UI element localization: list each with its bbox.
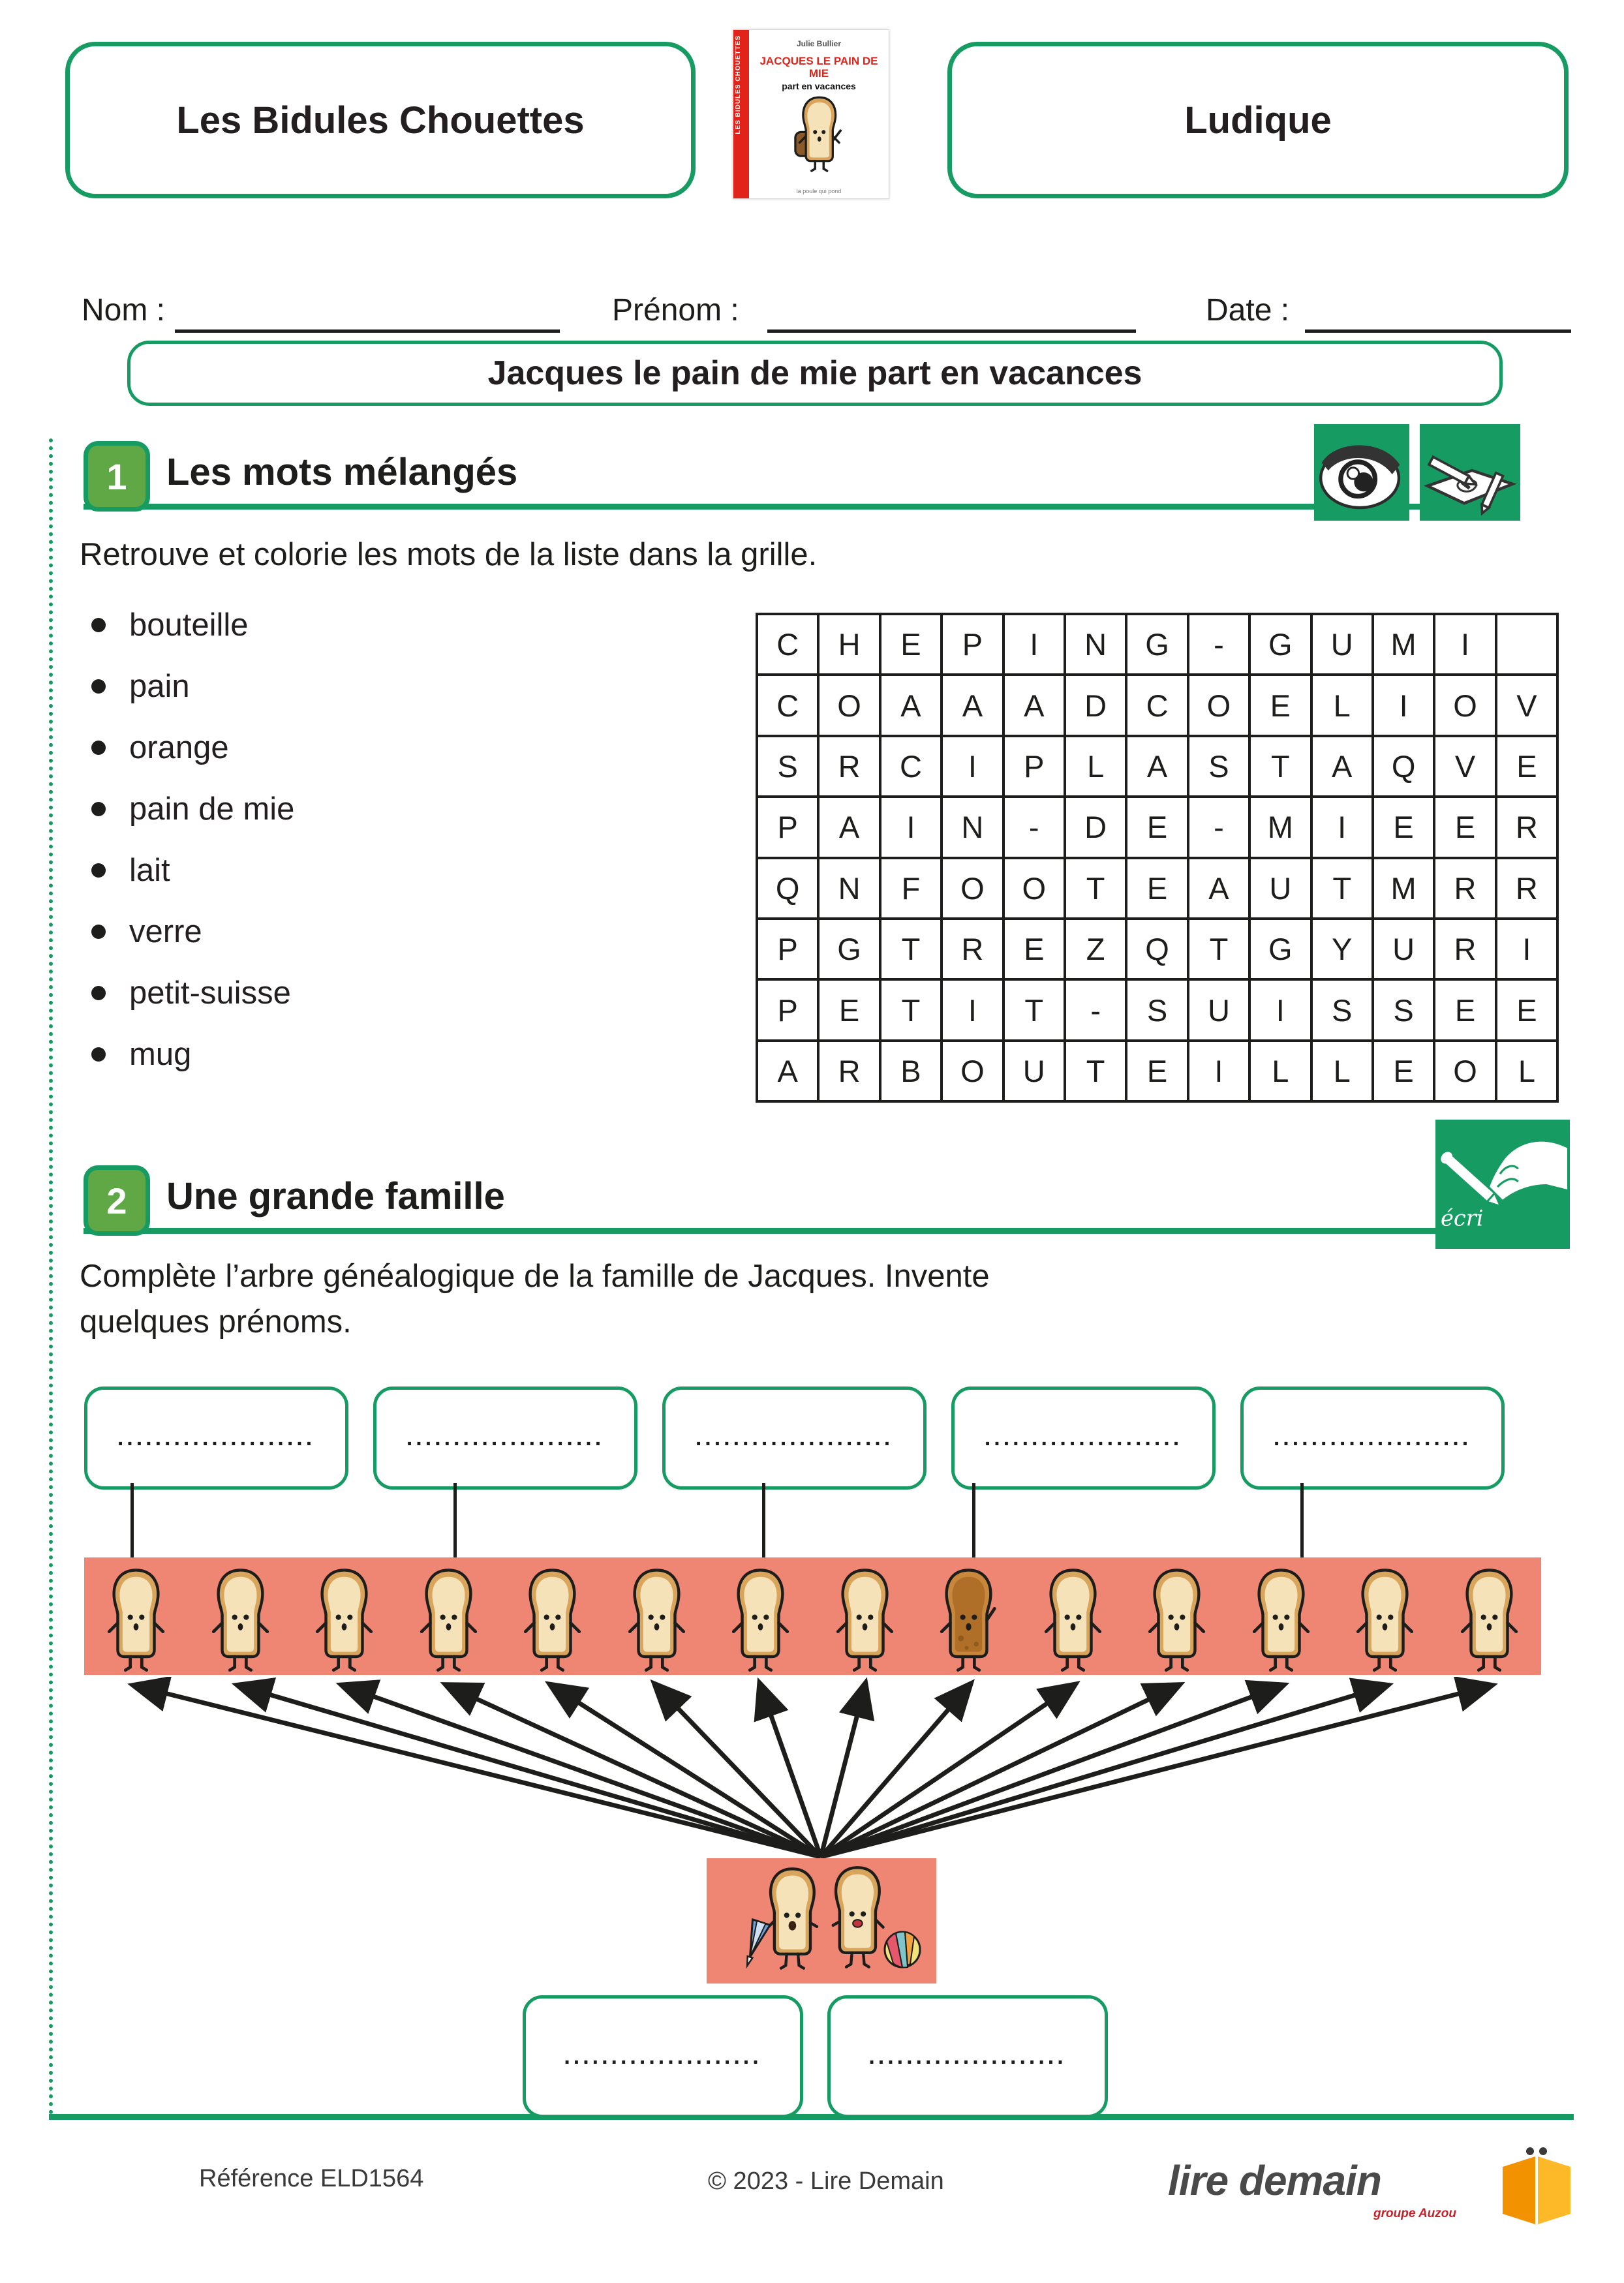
grid-cell: R <box>1434 919 1495 979</box>
grid-cell: V <box>1434 736 1495 797</box>
section2-rule <box>84 1228 1570 1234</box>
bullet-icon <box>91 741 106 755</box>
word-list-item <box>91 1036 294 1073</box>
grid-cell: U <box>1188 979 1249 1040</box>
bread-child-character <box>313 1567 375 1675</box>
grid-cell: E <box>1373 797 1434 857</box>
grid-cell: T <box>1249 736 1311 797</box>
family-name-box <box>1240 1387 1505 1490</box>
grid-cell: E <box>1496 979 1557 1040</box>
grid-cell: U <box>1004 1041 1065 1101</box>
grid-cell: I <box>1249 979 1311 1040</box>
grid-cell: O <box>1188 675 1249 735</box>
grid-cell: L <box>1249 1041 1311 1101</box>
grid-cell: R <box>818 736 880 797</box>
reference-label: Référence ELD1564 <box>199 2165 424 2192</box>
grid-cell: - <box>1188 797 1249 857</box>
grid-cell: G <box>1126 614 1187 675</box>
bread-child-character <box>105 1567 167 1675</box>
grid-cell: P <box>757 919 818 979</box>
date-label: Date : <box>1206 293 1290 328</box>
grid-cell: I <box>1311 797 1373 857</box>
parent-name-box <box>523 1995 803 2118</box>
family-name-box <box>373 1387 637 1490</box>
tree-connector-line <box>453 1483 457 1557</box>
grid-cell: M <box>1373 614 1434 675</box>
tree-connector-line <box>1300 1483 1304 1557</box>
word-label: bouteille <box>129 607 249 643</box>
word-label: pain de mie <box>129 791 295 827</box>
left-margin-dotted-line <box>49 438 53 2115</box>
grid-cell: O <box>1004 858 1065 919</box>
grid-cell: G <box>1249 919 1311 979</box>
bread-child-character <box>521 1567 583 1675</box>
grid-cell: E <box>1126 797 1187 857</box>
draw-icon-box <box>1420 424 1520 521</box>
grid-cell: L <box>1065 736 1126 797</box>
grid-cell: S <box>1311 979 1373 1040</box>
dotted-write-line: ..................... <box>695 1426 894 1450</box>
family-tree-arrow <box>821 1686 1489 1857</box>
bread-child-character <box>1354 1567 1416 1675</box>
section1-number: 1 <box>106 455 127 497</box>
grid-cell: U <box>1311 614 1373 675</box>
grid-cell: - <box>1004 797 1065 857</box>
grid-cell: A <box>1311 736 1373 797</box>
grid-cell: N <box>942 797 1003 857</box>
bread-child-character <box>418 1567 480 1675</box>
publisher-logo-text: lire demain <box>1168 2157 1381 2204</box>
grid-cell: O <box>942 1041 1003 1101</box>
parents-box <box>707 1858 936 1984</box>
grid-cell: O <box>942 858 1003 919</box>
beach-bag-icon <box>885 1932 920 1968</box>
grid-cell: S <box>1126 979 1187 1040</box>
grid-cell: O <box>1434 1041 1495 1101</box>
grid-cell: I <box>942 979 1003 1040</box>
grid-cell: I <box>880 797 942 857</box>
grid-cell: S <box>1373 979 1434 1040</box>
prenom-line <box>767 329 1136 333</box>
umbrella-icon <box>739 1920 770 1969</box>
grid-cell: R <box>818 1041 880 1101</box>
section1-rule <box>84 504 1520 510</box>
grid-cell: P <box>757 797 818 857</box>
ecri-label-glyph: écri <box>1440 1205 1484 1231</box>
grid-cell: Q <box>1126 919 1187 979</box>
word-list-item <box>91 852 294 889</box>
grid-cell: E <box>1249 675 1311 735</box>
grid-cell: A <box>1188 858 1249 919</box>
grid-cell: O <box>818 675 880 735</box>
section2-instruction-line2: quelques prénoms. <box>80 1304 352 1340</box>
dotted-write-line: ..................... <box>1273 1426 1472 1450</box>
header-right-box <box>947 42 1569 198</box>
family-tree-arrow <box>821 1686 1385 1857</box>
word-label: mug <box>129 1037 192 1072</box>
grid-cell: E <box>1373 1041 1434 1101</box>
series-title: Les Bidules Chouettes <box>176 99 585 142</box>
word-list-item <box>91 975 294 1011</box>
book-author: Julie Bullier <box>796 39 842 48</box>
grid-cell: A <box>1126 736 1187 797</box>
bread-child-character <box>209 1567 271 1675</box>
write-icon-box <box>1435 1120 1570 1249</box>
bread-child-character <box>729 1567 791 1675</box>
grid-cell: L <box>1496 1041 1557 1101</box>
grid-cell: T <box>1311 858 1373 919</box>
section2-number-badge <box>84 1165 150 1236</box>
bread-child-character <box>1146 1567 1208 1675</box>
grid-cell: I <box>1434 614 1495 675</box>
family-tree-arrow <box>345 1686 821 1857</box>
grid-cell: T <box>880 919 942 979</box>
grid-cell: H <box>818 614 880 675</box>
word-label: verre <box>129 914 202 949</box>
book-spine-text: LES BIDULES CHOUETTES <box>735 35 742 134</box>
prenom-label: Prénom : <box>612 293 739 328</box>
grid-cell: E <box>1496 736 1557 797</box>
dotted-write-line: ..................... <box>117 1426 316 1450</box>
bread-parents-illustration <box>707 1858 936 1984</box>
observe-icon-box <box>1314 424 1409 521</box>
grid-cell: R <box>1496 797 1557 857</box>
bullet-icon <box>91 618 106 632</box>
grid-cell: D <box>1065 675 1126 735</box>
family-tree-arrow <box>821 1686 1177 1857</box>
bread-child-character <box>1250 1567 1312 1675</box>
worksheet-title-box <box>127 341 1503 406</box>
book-cover-bread-illustration <box>779 95 864 180</box>
dotted-write-line: ..................... <box>984 1426 1183 1450</box>
grid-cell: M <box>1249 797 1311 857</box>
writing-hand-icon <box>1435 1120 1570 1249</box>
grid-cell: I <box>942 736 1003 797</box>
grid-cell: T <box>1004 979 1065 1040</box>
grid-cell: V <box>1496 675 1557 735</box>
grid-cell: P <box>1004 736 1065 797</box>
grid-cell: N <box>818 858 880 919</box>
grid-cell: M <box>1373 858 1434 919</box>
grid-cell: E <box>1126 1041 1187 1101</box>
word-list-item <box>91 729 294 766</box>
grid-cell: A <box>880 675 942 735</box>
nom-label: Nom : <box>82 293 166 328</box>
grid-cell: G <box>1249 614 1311 675</box>
grid-cell: N <box>1065 614 1126 675</box>
grid-cell: U <box>1373 919 1434 979</box>
grid-cell: B <box>880 1041 942 1101</box>
grid-cell: D <box>1065 797 1126 857</box>
book-title: JACQUES LE PAIN DE MIE <box>759 55 878 80</box>
bullet-icon <box>91 863 106 878</box>
section2-instruction-line1: Complète l’arbre généalogique de la famille de Jacques. Invente <box>80 1259 990 1294</box>
grid-cell: E <box>880 614 942 675</box>
grid-cell: R <box>1496 858 1557 919</box>
word-label: petit-suisse <box>129 975 291 1011</box>
bread-child-character <box>1042 1567 1104 1675</box>
grid-cell: I <box>1188 1041 1249 1101</box>
bread-child-character <box>626 1567 688 1675</box>
grid-cell: A <box>757 1041 818 1101</box>
grid-cell: T <box>1065 858 1126 919</box>
grid-cell: U <box>1249 858 1311 919</box>
grid-cell <box>1496 614 1557 675</box>
bullet-icon <box>91 802 106 816</box>
category-label: Ludique <box>1184 99 1332 142</box>
family-name-box <box>662 1387 927 1490</box>
grid-cell: S <box>757 736 818 797</box>
family-name-box <box>84 1387 348 1490</box>
grid-cell: C <box>880 736 942 797</box>
grid-cell: E <box>1004 919 1065 979</box>
family-tree-arrow <box>136 1686 821 1857</box>
grid-cell: O <box>1434 675 1495 735</box>
grid-cell: Z <box>1065 919 1126 979</box>
book-publisher: la poule qui pond <box>796 188 842 194</box>
grid-cell: F <box>880 858 942 919</box>
copyright-label: © 2023 - Lire Demain <box>708 2168 944 2195</box>
family-tree-arrow <box>240 1686 821 1857</box>
date-line <box>1305 329 1571 333</box>
arrows-svg <box>84 1677 1541 1861</box>
dotted-write-line: ..................... <box>406 1426 605 1450</box>
word-label: lait <box>129 853 170 888</box>
grid-cell: I <box>1496 919 1557 979</box>
grid-cell: R <box>942 919 1003 979</box>
grid-cell: P <box>757 979 818 1040</box>
family-tree-arrow <box>448 1686 821 1857</box>
grid-cell: Y <box>1311 919 1373 979</box>
tree-connector-line <box>972 1483 975 1557</box>
grid-cell: S <box>1188 736 1249 797</box>
grid-cell: E <box>1434 979 1495 1040</box>
grid-cell: L <box>1311 675 1373 735</box>
bullet-icon <box>91 679 106 694</box>
word-search-grid <box>756 613 1559 1103</box>
grid-cell: A <box>818 797 880 857</box>
publisher-logo-subtext: groupe Auzou <box>1373 2207 1456 2220</box>
grid-cell: - <box>1188 614 1249 675</box>
parent-name-box <box>827 1995 1108 2118</box>
grid-cell: I <box>1373 675 1434 735</box>
eye-icon <box>1314 424 1409 521</box>
grid-cell: E <box>1126 858 1187 919</box>
grid-cell: Q <box>757 858 818 919</box>
grid-cell: L <box>1311 1041 1373 1101</box>
word-label: orange <box>129 730 229 765</box>
family-tree-arrow <box>821 1686 1281 1857</box>
section2-title: Une grande famille <box>166 1175 505 1218</box>
tree-connector-line <box>130 1483 134 1557</box>
bullet-icon <box>91 986 106 1000</box>
grid-cell: C <box>757 614 818 675</box>
section1-title: Les mots mélangés <box>166 451 518 493</box>
section2-number: 2 <box>106 1180 127 1221</box>
worksheet-title: Jacques le pain de mie part en vacances <box>487 354 1142 392</box>
grid-cell: A <box>1004 675 1065 735</box>
bread-child-character <box>834 1567 896 1675</box>
grid-cell: I <box>1004 614 1065 675</box>
grid-cell: E <box>818 979 880 1040</box>
word-label: pain <box>129 669 190 704</box>
word-list <box>91 607 294 1073</box>
children-band <box>84 1557 1541 1675</box>
open-book-logo-icon <box>1497 2143 1576 2235</box>
word-list-item <box>91 607 294 643</box>
grid-cell: C <box>757 675 818 735</box>
section1-number-badge <box>84 441 150 512</box>
book-spine <box>733 30 749 198</box>
toast-child-character <box>938 1567 1000 1675</box>
grid-cell: E <box>1434 797 1495 857</box>
dotted-write-line: ..................... <box>868 2044 1067 2069</box>
grid-cell: Q <box>1373 736 1434 797</box>
grid-cell: - <box>1065 979 1126 1040</box>
grid-cell: P <box>942 614 1003 675</box>
family-tree-arrow <box>553 1686 821 1857</box>
bread-child-character <box>1458 1567 1520 1675</box>
family-name-box <box>951 1387 1216 1490</box>
word-list-item <box>91 913 294 950</box>
footer-rule <box>49 2114 1574 2120</box>
nom-line <box>175 329 560 333</box>
grid-cell: T <box>880 979 942 1040</box>
book-cover <box>733 29 889 199</box>
grid-cell: A <box>942 675 1003 735</box>
grid-cell: G <box>818 919 880 979</box>
grid-cell: R <box>1434 858 1495 919</box>
word-list-item <box>91 791 294 827</box>
grid-cell: T <box>1188 919 1249 979</box>
book-subtitle: part en vacances <box>782 81 856 91</box>
dotted-write-line: ..................... <box>564 2044 762 2069</box>
pencil-paper-icon <box>1420 424 1520 521</box>
grid-cell: C <box>1126 675 1187 735</box>
header-left-box <box>65 42 696 198</box>
grid-cell: T <box>1065 1041 1126 1101</box>
word-list-item <box>91 668 294 705</box>
tree-connector-line <box>762 1483 765 1557</box>
bullet-icon <box>91 1047 106 1062</box>
section1-instruction: Retrouve et colorie les mots de la liste dans la grille. <box>80 537 818 572</box>
bullet-icon <box>91 925 106 939</box>
